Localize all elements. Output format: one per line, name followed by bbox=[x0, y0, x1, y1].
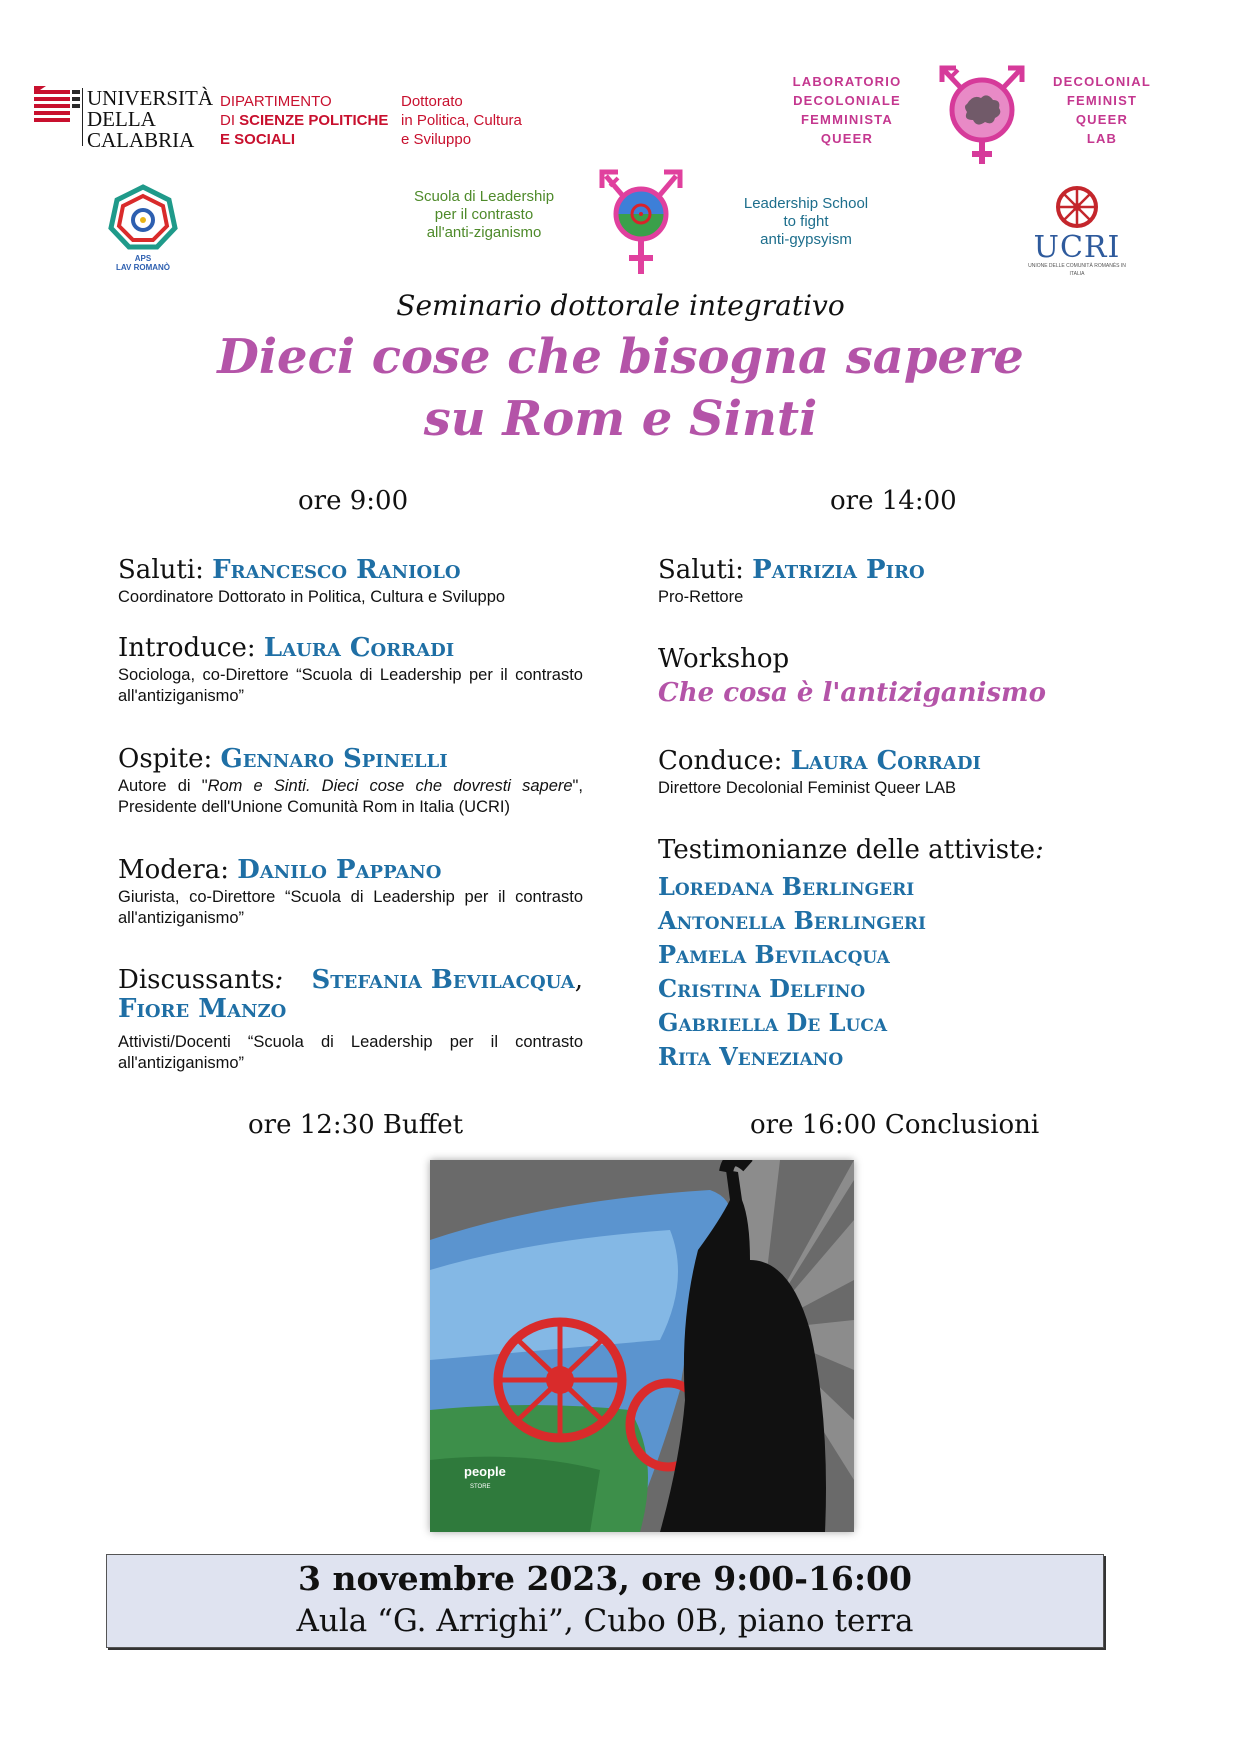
unical-divider bbox=[82, 88, 83, 146]
school-en-line-3: anti-gypsyism bbox=[760, 231, 852, 248]
conduce-label: Conduce: bbox=[658, 746, 791, 776]
lab-it-line-1: LABORATORIO bbox=[792, 74, 902, 89]
morning-ospite bbox=[118, 744, 448, 774]
conduce-description: Direttore Decolonial Feminist Queer LAB bbox=[658, 779, 957, 797]
event-title-line-2: su Rom e Sinti bbox=[423, 391, 818, 447]
ospite-label: Ospite: bbox=[118, 744, 221, 774]
activists-list bbox=[658, 870, 926, 1074]
saluti-speaker: Francesco Raniolo bbox=[212, 555, 461, 585]
lab-it-line-3: FEMMINISTA bbox=[801, 112, 893, 127]
lab-it-line-4: QUEER bbox=[820, 131, 874, 146]
wheel-heptagon-icon bbox=[108, 184, 178, 250]
university-line-1: UNIVERSITÀ bbox=[87, 86, 213, 110]
university-name bbox=[87, 88, 213, 151]
introduce-description: Sociologa, co-Direttore “Scuola di Leadership per il contrasto all'antiziganismo” bbox=[118, 666, 583, 705]
department-line-2: DI SCIENZE POLITICHE bbox=[220, 112, 389, 129]
book-title: Rom e Sinti. Dieci cose che dovresti sapere bbox=[207, 777, 573, 795]
doctorate-line-2: in Politica, Cultura bbox=[401, 112, 522, 129]
department-line-3: E SOCIALI bbox=[220, 131, 296, 148]
activist-item: Gabriella De Luca bbox=[658, 1008, 888, 1037]
school-it-line-1: Scuola di Leadership bbox=[413, 188, 555, 205]
ucri-tagline: UNIONE DELLE COMUNITÀ ROMANÈS IN ITALIA bbox=[1028, 263, 1126, 277]
morning-introduce bbox=[118, 633, 454, 663]
saluti-description: Coordinatore Dottorato in Politica, Cultura e Sviluppo bbox=[118, 588, 506, 606]
afternoon-saluti-description: Pro-Rettore bbox=[658, 588, 744, 606]
ucri-logo bbox=[1022, 184, 1132, 277]
lab-en-line-4: LAB bbox=[1086, 131, 1118, 146]
discussant-2: Fiore Manzo bbox=[118, 994, 287, 1024]
school-name-english bbox=[722, 195, 890, 249]
modera-description: Giurista, co-Direttore “Scuola di Leadership per il contrasto all'antiziganismo” bbox=[118, 888, 583, 927]
lab-en-line-1: DECOLONIAL bbox=[1053, 74, 1151, 89]
morning-discussants: Discussants: Stefania Bevilacqua, Fiore Manzo bbox=[118, 965, 583, 1024]
romani-wheel-icon bbox=[1054, 184, 1100, 230]
school-en-line-2: to fight bbox=[783, 213, 829, 230]
aps-lav-romano-logo bbox=[104, 184, 182, 272]
morning-modera bbox=[118, 855, 441, 885]
testimonianze-heading: Testimonianze delle attiviste: bbox=[658, 835, 1044, 865]
store-watermark: STORE bbox=[470, 1484, 491, 1490]
university-line-3: CALABRIA bbox=[87, 128, 195, 152]
lab-en-line-3: QUEER bbox=[1075, 112, 1129, 127]
ospite-description: Autore di "Rom e Sinti. Dieci cose che dovresti sapere", Presidente dell'Unione Comunità Rom in Italia (UCRI) bbox=[118, 777, 583, 816]
people-watermark: people bbox=[464, 1464, 506, 1479]
activist-item: Pamela Bevilacqua bbox=[658, 940, 890, 969]
buffet-time: ore 12:30 Buffet bbox=[248, 1110, 464, 1140]
school-logo bbox=[596, 166, 686, 278]
ospite-speaker: Gennaro Spinelli bbox=[220, 744, 448, 774]
workshop-title: Che cosa è l'antiziganismo bbox=[658, 678, 1046, 708]
modera-label: Modera: bbox=[118, 855, 238, 885]
unical-logo bbox=[34, 86, 86, 130]
conclusioni-time: ore 16:00 Conclusioni bbox=[750, 1110, 1040, 1140]
activist-item: Rita Veneziano bbox=[658, 1042, 844, 1071]
unical-emblem-icon bbox=[34, 86, 86, 130]
afternoon-time: ore 14:00 bbox=[830, 486, 957, 516]
artwork-image bbox=[430, 1160, 854, 1532]
afternoon-saluti-speaker: Patrizia Piro bbox=[752, 555, 925, 585]
saluti-label: Saluti: bbox=[118, 555, 213, 585]
department-name bbox=[220, 92, 388, 149]
lab-name-italian bbox=[780, 72, 914, 148]
event-title-line-1: Dieci cose che bisogna sapere bbox=[217, 329, 1024, 385]
afternoon-conduce bbox=[658, 746, 981, 776]
flag-bearer-illustration bbox=[430, 1160, 854, 1532]
school-name-italian bbox=[394, 188, 574, 242]
morning-saluti bbox=[118, 555, 461, 585]
morning-time: ore 9:00 bbox=[298, 486, 409, 516]
lav-romano-label: LAV ROMANÒ bbox=[115, 263, 171, 272]
lab-en-line-2: FEMINIST bbox=[1066, 93, 1138, 108]
lab-name-english bbox=[1040, 72, 1164, 148]
modera-speaker: Danilo Pappano bbox=[237, 855, 442, 885]
doctorate-line-3: e Sviluppo bbox=[401, 131, 472, 148]
testimonianze-label: Testimonianze delle attiviste bbox=[658, 835, 1035, 865]
ucri-name: UCRI bbox=[1033, 230, 1121, 265]
discussants-description: Attivisti/Docenti “Scuola di Leadership per il contrasto all'antiziganismo” bbox=[118, 1033, 583, 1072]
event-subtitle: Seminario dottorale integrativo bbox=[396, 289, 845, 322]
aps-label: APS bbox=[134, 254, 152, 263]
afternoon-saluti bbox=[658, 555, 925, 585]
activist-item: Antonella Berlingeri bbox=[658, 906, 926, 935]
event-details-box bbox=[106, 1554, 1104, 1648]
school-en-line-1: Leadership School bbox=[743, 195, 869, 212]
activist-item: Loredana Berlingeri bbox=[658, 872, 915, 901]
university-line-2: DELLA bbox=[87, 107, 156, 131]
gender-symbol-map-icon bbox=[934, 64, 1030, 168]
activist-item: Cristina Delfino bbox=[658, 974, 866, 1003]
school-it-line-3: all'anti-ziganismo bbox=[426, 224, 542, 241]
event-location: Aula “G. Arrighi”, Cubo 0B, piano terra bbox=[296, 1603, 914, 1639]
introduce-speaker: Laura Corradi bbox=[263, 633, 455, 663]
event-title bbox=[0, 326, 1241, 450]
lab-it-line-2: DECOLONIALE bbox=[793, 93, 901, 108]
afternoon-saluti-label: Saluti: bbox=[658, 555, 753, 585]
conduce-speaker: Laura Corradi bbox=[790, 746, 981, 776]
school-it-line-2: per il contrasto bbox=[434, 206, 534, 223]
introduce-label: Introduce: bbox=[118, 633, 264, 663]
discussants-label: Discussants bbox=[118, 965, 275, 995]
gender-symbol-romani-flag-icon bbox=[596, 166, 686, 278]
doctorate-name bbox=[401, 92, 522, 149]
workshop-label: Workshop bbox=[658, 644, 790, 674]
lab-logo bbox=[934, 64, 1030, 168]
department-line-1: DIPARTIMENTO bbox=[220, 93, 332, 110]
doctorate-line-1: Dottorato bbox=[401, 93, 463, 110]
discussant-1: Stefania Bevilacqua bbox=[311, 965, 575, 995]
event-date: 3 novembre 2023, ore 9:00-16:00 bbox=[298, 1559, 912, 1598]
